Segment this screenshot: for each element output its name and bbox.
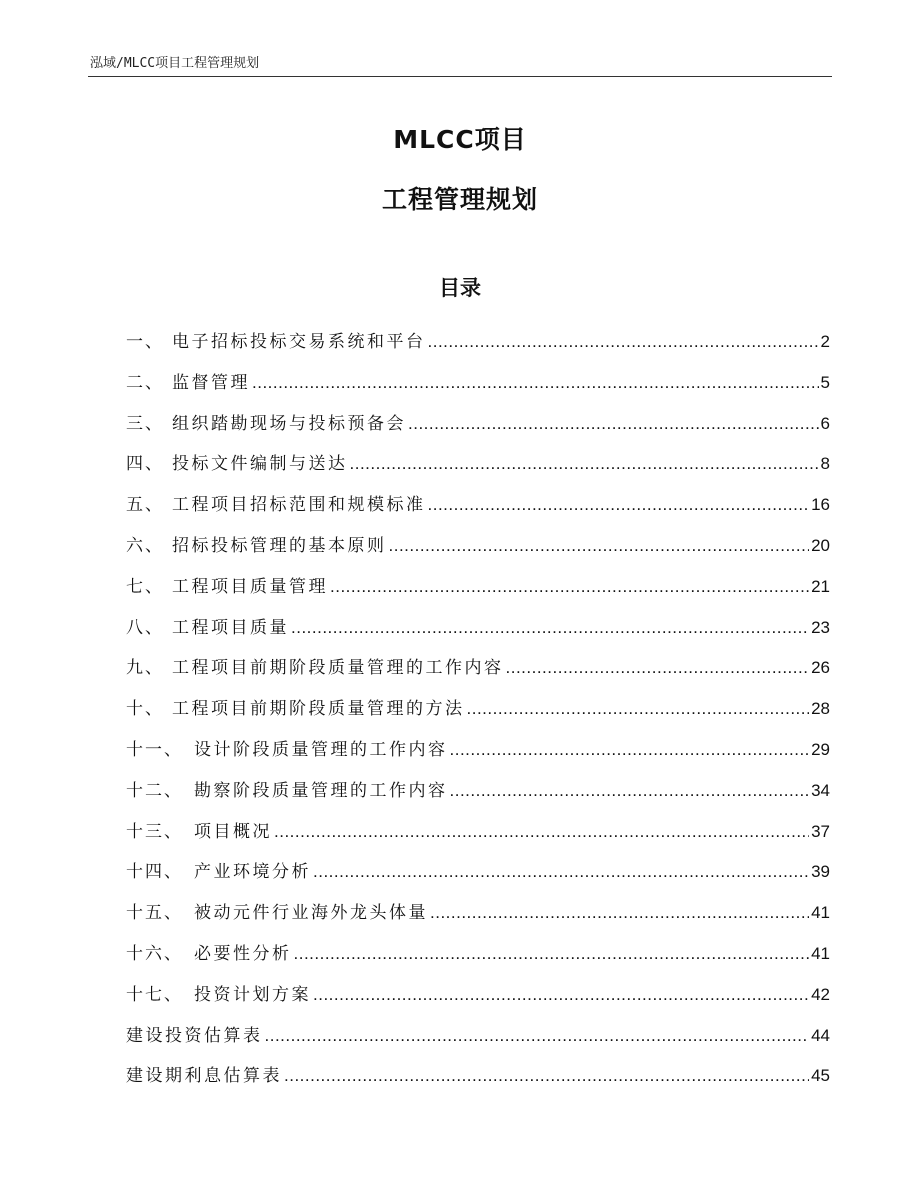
toc-entry[interactable] bbox=[126, 771, 830, 812]
toc-dot-leader bbox=[467, 689, 810, 730]
toc-entry-page: 6 bbox=[820, 413, 830, 433]
toc-entry[interactable] bbox=[126, 852, 830, 893]
toc-entry-number: 十六、 bbox=[126, 943, 183, 964]
toc-entry-label: 建设期利息估算表 bbox=[126, 1066, 282, 1087]
toc-entry-number: 二、 bbox=[126, 372, 164, 393]
toc-entry[interactable] bbox=[126, 1016, 830, 1057]
toc-entry[interactable] bbox=[126, 812, 830, 853]
toc-heading: 目录 bbox=[439, 276, 481, 300]
toc-entry[interactable] bbox=[126, 934, 830, 975]
toc-entry-label: 监督管理 bbox=[172, 372, 250, 393]
toc-entry-label: 被动元件行业海外龙头体量 bbox=[194, 903, 428, 924]
toc-entry[interactable] bbox=[126, 322, 830, 363]
toc-entry-label: 项目概况 bbox=[194, 821, 272, 842]
toc-dot-leader bbox=[252, 363, 819, 404]
toc-entry-page: 26 bbox=[811, 658, 830, 678]
toc-entry-number: 十四、 bbox=[126, 862, 183, 883]
toc-entry[interactable] bbox=[126, 608, 830, 649]
toc-entry-page: 34 bbox=[811, 780, 830, 800]
toc-entry-page: 44 bbox=[811, 1025, 830, 1045]
toc-entry-number: 十一、 bbox=[126, 739, 183, 760]
toc-entry-page: 29 bbox=[811, 739, 830, 759]
toc-entry-label: 招标投标管理的基本原则 bbox=[172, 535, 387, 556]
toc-entry-page: 42 bbox=[811, 984, 830, 1004]
toc-entry-label: 投资计划方案 bbox=[194, 984, 311, 1005]
toc-dot-leader bbox=[450, 730, 810, 771]
toc-dot-leader bbox=[428, 485, 810, 526]
toc-entry-label: 工程项目质量 bbox=[172, 617, 289, 638]
toc-entry[interactable] bbox=[126, 567, 830, 608]
toc-dot-leader bbox=[408, 404, 819, 445]
toc-entry[interactable] bbox=[126, 363, 830, 404]
toc-dot-leader bbox=[450, 771, 810, 812]
toc-entry-page: 8 bbox=[820, 454, 830, 474]
toc-entry-label: 工程项目质量管理 bbox=[172, 576, 328, 597]
toc-entry-number: 十、 bbox=[126, 699, 164, 720]
toc-entry-page: 2 bbox=[820, 332, 830, 351]
toc-entry-label: 工程项目前期阶段质量管理的方法 bbox=[172, 699, 465, 720]
toc-entry-number: 八、 bbox=[126, 617, 164, 638]
toc-entry-number: 三、 bbox=[126, 413, 164, 434]
toc-entry-page: 28 bbox=[811, 699, 830, 719]
toc-entry-number: 九、 bbox=[126, 658, 164, 679]
toc-entry[interactable] bbox=[126, 893, 830, 934]
toc-entry-page: 37 bbox=[811, 821, 830, 841]
page-header: 泓域/MLCC项目工程管理规划 bbox=[90, 56, 260, 71]
toc-entry-number: 四、 bbox=[126, 454, 164, 475]
toc-dot-leader bbox=[284, 1056, 809, 1097]
toc-dot-leader bbox=[291, 608, 809, 649]
toc-entry-page: 16 bbox=[811, 495, 830, 515]
toc-entry-page: 39 bbox=[811, 862, 830, 882]
toc-dot-leader bbox=[265, 1016, 810, 1057]
toc-entry-label: 必要性分析 bbox=[194, 943, 292, 964]
toc-entry[interactable] bbox=[126, 975, 830, 1016]
toc-dot-leader bbox=[428, 322, 819, 363]
toc-dot-leader bbox=[330, 567, 809, 608]
toc-entry[interactable] bbox=[126, 526, 830, 567]
toc-entry-page: 41 bbox=[811, 903, 830, 923]
toc-dot-leader bbox=[350, 444, 819, 485]
toc-entry[interactable] bbox=[126, 689, 830, 730]
toc-entry[interactable] bbox=[126, 648, 830, 689]
toc-dot-leader bbox=[274, 812, 809, 853]
document-title-line1: MLCC项目 bbox=[393, 125, 527, 154]
toc-entry-number: 六、 bbox=[126, 535, 164, 556]
toc-dot-leader bbox=[506, 648, 810, 689]
toc-entry[interactable] bbox=[126, 730, 830, 771]
toc-entry-page: 5 bbox=[820, 372, 830, 392]
toc-entry-label: 电子招标投标交易系统和平台 bbox=[172, 332, 426, 352]
toc-dot-leader bbox=[313, 975, 809, 1016]
toc-dot-leader bbox=[294, 934, 810, 975]
toc-entry-label: 勘察阶段质量管理的工作内容 bbox=[194, 780, 448, 801]
toc-entry-number: 一、 bbox=[126, 332, 164, 352]
toc-entry-label: 组织踏勘现场与投标预备会 bbox=[172, 413, 406, 434]
toc-entry-label: 建设投资估算表 bbox=[126, 1025, 263, 1046]
toc-entry-page: 41 bbox=[811, 943, 830, 963]
toc-entry-number: 十二、 bbox=[126, 780, 183, 801]
table-of-contents bbox=[126, 322, 830, 1097]
toc-entry-label: 工程项目招标范围和规模标准 bbox=[172, 495, 426, 516]
toc-entry-number: 十五、 bbox=[126, 903, 183, 924]
toc-entry-number: 十三、 bbox=[126, 821, 183, 842]
toc-entry[interactable] bbox=[126, 485, 830, 526]
toc-dot-leader bbox=[430, 893, 809, 934]
toc-entry-number: 七、 bbox=[126, 576, 164, 597]
toc-entry-label: 投标文件编制与送达 bbox=[172, 454, 348, 475]
toc-entry-page: 20 bbox=[811, 535, 830, 555]
toc-entry-number: 十七、 bbox=[126, 984, 183, 1005]
toc-entry-label: 设计阶段质量管理的工作内容 bbox=[194, 739, 448, 760]
toc-entry[interactable] bbox=[126, 444, 830, 485]
document-title-line2: 工程管理规划 bbox=[381, 185, 538, 214]
toc-entry-page: 45 bbox=[811, 1066, 830, 1086]
toc-dot-leader bbox=[389, 526, 810, 567]
toc-entry-label: 工程项目前期阶段质量管理的工作内容 bbox=[172, 658, 504, 679]
toc-entry[interactable] bbox=[126, 1056, 830, 1097]
toc-entry-page: 23 bbox=[811, 617, 830, 637]
header-divider bbox=[88, 76, 832, 77]
toc-entry[interactable] bbox=[126, 404, 830, 445]
toc-dot-leader bbox=[313, 852, 809, 893]
toc-entry-number: 五、 bbox=[126, 495, 164, 516]
toc-entry-label: 产业环境分析 bbox=[194, 862, 311, 883]
toc-entry-page: 21 bbox=[811, 576, 830, 596]
